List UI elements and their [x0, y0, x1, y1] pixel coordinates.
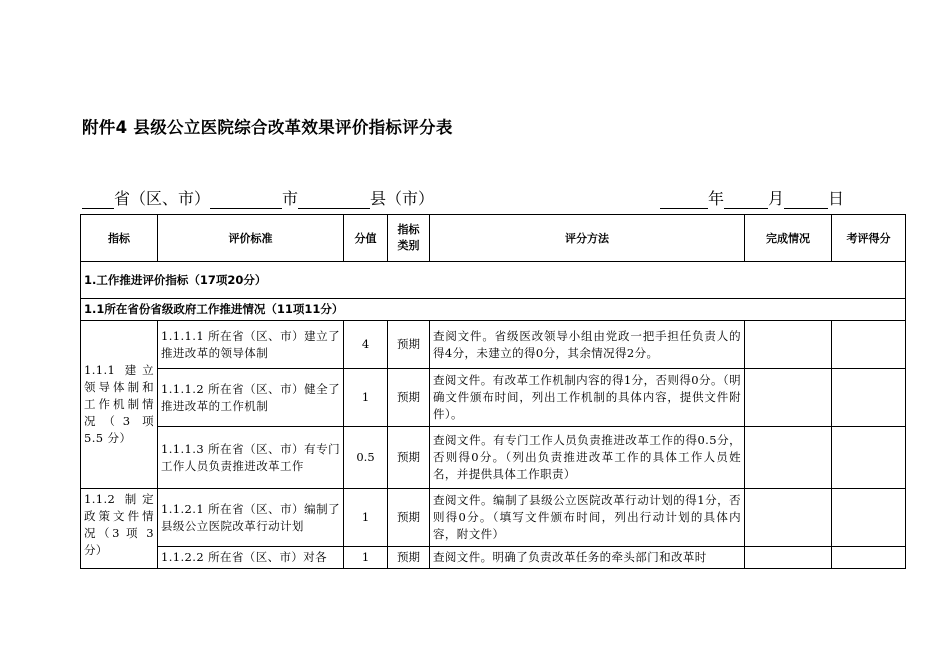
category-cell: 预期: [388, 369, 430, 427]
col-header-indicator: 指标: [81, 215, 158, 262]
scoring-table: [80, 214, 906, 569]
year-label: 年: [708, 189, 725, 208]
score-cell: 0.5: [344, 427, 388, 489]
city-label: 市: [282, 189, 299, 208]
col-header-category: 指标 类别: [388, 215, 430, 262]
completion-cell[interactable]: [745, 427, 832, 489]
criterion-cell: 1.1.2.2 所在省（区、市）对各: [158, 547, 344, 569]
group-label: 1.1.2 制定政策文件情况（3 项 3 分）: [81, 489, 158, 569]
section-title: 1.工作推进评价指标（17项20分）: [81, 262, 906, 299]
month-label: 月: [768, 189, 785, 208]
table-row: [81, 427, 906, 489]
final-score-cell[interactable]: [832, 427, 906, 489]
table-row: [81, 489, 906, 547]
subsection-row: [81, 299, 906, 321]
table-header-row: [81, 215, 906, 262]
col-header-score: 分值: [344, 215, 388, 262]
final-score-cell[interactable]: [832, 547, 906, 569]
completion-cell[interactable]: [745, 321, 832, 369]
province-label: 省（区、市）: [114, 189, 211, 208]
col-header-completion: 完成情况: [745, 215, 832, 262]
method-cell: 查阅文件。明确了负责改革任务的牵头部门和改革时: [430, 547, 745, 569]
final-score-cell[interactable]: [832, 489, 906, 547]
month-blank[interactable]: [724, 193, 768, 209]
method-cell: 查阅文件。编制了县级公立医院改革行动计划的得1分，否则得0分。（填写文件颁布时间，列出行动计划的具体内容，附文件）: [430, 489, 745, 547]
final-score-cell[interactable]: [832, 369, 906, 427]
category-cell: 预期: [388, 427, 430, 489]
city-blank[interactable]: [210, 193, 282, 209]
subsection-title: 1.1所在省份省级政府工作推进情况（11项11分）: [81, 299, 906, 321]
category-cell: 预期: [388, 547, 430, 569]
page-title: 附件4 县级公立医院综合改革效果评价指标评分表: [82, 118, 453, 137]
county-blank[interactable]: [298, 193, 370, 209]
col-header-final-score: 考评得分: [832, 215, 906, 262]
table-row: [81, 369, 906, 427]
method-cell: 查阅文件。有专门工作人员负责推进改革工作的得0.5分，否则得0分。（列出负责推进改革工作的具体工作人员姓名，并提供具体工作职责）: [430, 427, 745, 489]
criterion-cell: 1.1.2.1 所在省（区、市）编制了县级公立医院改革行动计划: [158, 489, 344, 547]
final-score-cell[interactable]: [832, 321, 906, 369]
criterion-cell: 1.1.1.2 所在省（区、市）健全了推进改革的工作机制: [158, 369, 344, 427]
table-row: [81, 321, 906, 369]
day-blank[interactable]: [784, 193, 828, 209]
completion-cell[interactable]: [745, 489, 832, 547]
day-label: 日: [828, 189, 845, 208]
score-cell: 1: [344, 369, 388, 427]
completion-cell[interactable]: [745, 369, 832, 427]
province-blank[interactable]: [82, 193, 114, 209]
completion-cell[interactable]: [745, 547, 832, 569]
method-cell: 查阅文件。省级医改领导小组由党政一把手担任负责人的得4分，未建立的得0分，其余情况得2分。: [430, 321, 745, 369]
category-cell: 预期: [388, 321, 430, 369]
criterion-cell: 1.1.1.1 所在省（区、市）建立了推进改革的领导体制: [158, 321, 344, 369]
year-blank[interactable]: [660, 193, 708, 209]
score-cell: 4: [344, 321, 388, 369]
col-header-method: 评分方法: [430, 215, 745, 262]
criterion-cell: 1.1.1.3 所在省（区、市）有专门工作人员负责推进改革工作: [158, 427, 344, 489]
section-row: [81, 262, 906, 299]
col-header-criteria: 评价标准: [158, 215, 344, 262]
category-cell: 预期: [388, 489, 430, 547]
table-row: [81, 547, 906, 569]
score-cell: 1: [344, 489, 388, 547]
method-cell: 查阅文件。有改革工作机制内容的得1分，否则得0分。（明确文件颁布时间，列出工作机制的具体内容，提供文件附件）。: [430, 369, 745, 427]
group-label: 1.1.1 建立领导体制和工作机制情况（3 项 5.5 分）: [81, 321, 158, 489]
score-cell: 1: [344, 547, 388, 569]
county-label: 县（市）: [370, 189, 435, 208]
